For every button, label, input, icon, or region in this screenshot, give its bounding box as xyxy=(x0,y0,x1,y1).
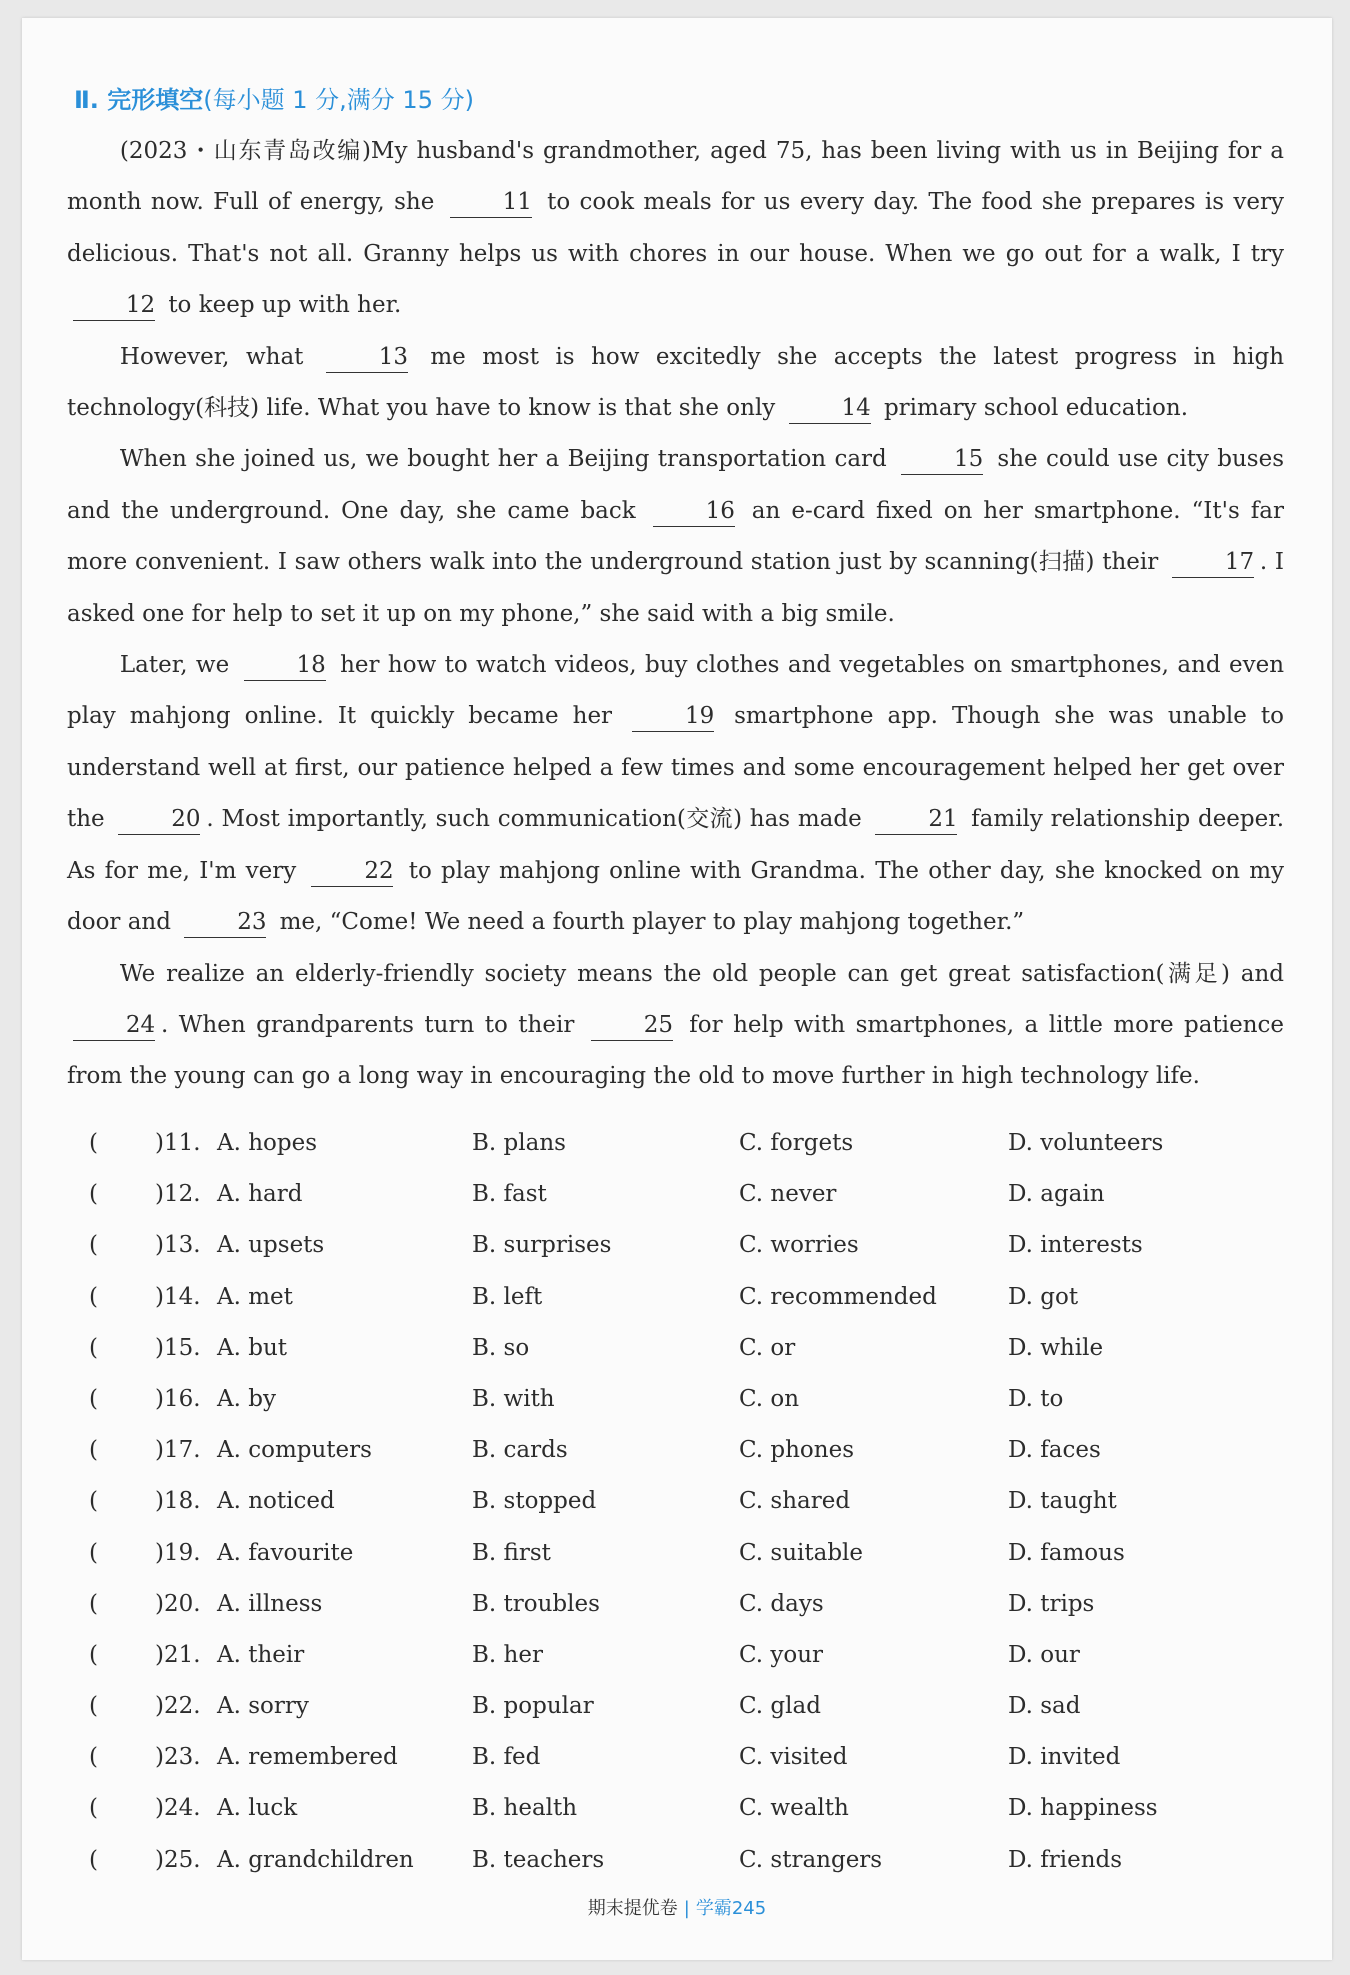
option-a: A. noticed xyxy=(217,1488,335,1515)
blank-25: 25 xyxy=(591,1010,673,1041)
answer-bracket: ( xyxy=(89,1488,98,1515)
blank-19: 19 xyxy=(632,701,714,732)
footer-separator: | xyxy=(683,1898,690,1919)
option-b: B. cards xyxy=(472,1437,568,1464)
option-b: B. left xyxy=(472,1283,543,1310)
option-a: A. hopes xyxy=(217,1130,318,1156)
option-a: A. grandchildren xyxy=(217,1846,414,1873)
question-number: )22. xyxy=(155,1693,201,1720)
passage-text: We realize an elderly-friendly society means the old people can get great satisfaction(满足) and xyxy=(119,960,1284,987)
blank-20: 20 xyxy=(118,804,200,835)
passage-text: me most is how excitedly she accepts the latest progress in high technology(科技) life. What you have to know is that she only xyxy=(67,343,1285,422)
passage-text: When she joined us, we bought her a Beijing transportation card xyxy=(119,446,887,473)
option-d: D. sad xyxy=(1008,1693,1081,1720)
option-c: C. shared xyxy=(739,1488,851,1515)
question-number: )15. xyxy=(155,1334,201,1361)
option-d: D. taught xyxy=(1008,1488,1117,1515)
option-b: B. plans xyxy=(472,1130,566,1156)
passage-text: an e-card fixed on her smartphone. “It's far more convenient. I saw others walk into the underground station just by scanning(扫描) their xyxy=(67,497,1284,576)
option-c: C. phones xyxy=(739,1437,855,1464)
option-c: C. recommended xyxy=(739,1283,937,1310)
blank-16: 16 xyxy=(653,496,735,527)
question-number: )23. xyxy=(155,1744,201,1771)
passage-text: . When grandparents turn to their xyxy=(161,1011,575,1038)
section-title: Ⅱ. 完形填空 xyxy=(74,86,204,114)
passage-text: . I asked one for help to set it up on my phone,” she said with a big smile. xyxy=(67,549,1285,627)
question-row xyxy=(67,1738,1307,1789)
option-b: B. so xyxy=(472,1334,530,1361)
section-heading xyxy=(74,80,474,115)
answer-bracket: ( xyxy=(89,1744,98,1771)
blank-22: 22 xyxy=(311,856,393,887)
question-row xyxy=(67,1636,1307,1687)
paragraph-2 xyxy=(67,332,1284,435)
book-title: 期末提优卷 xyxy=(587,1898,678,1919)
cloze-passage xyxy=(67,126,1284,1103)
worksheet-page xyxy=(22,18,1332,1960)
paragraph-3 xyxy=(67,434,1284,640)
answer-bracket: ( xyxy=(89,1232,98,1259)
question-number: )16. xyxy=(155,1385,201,1412)
option-a: A. luck xyxy=(217,1795,298,1822)
option-d: D. invited xyxy=(1008,1744,1121,1771)
passage-text: me, “Come! We need a fourth player to play mahjong together.” xyxy=(279,909,1025,936)
option-b: B. troubles xyxy=(472,1590,600,1617)
option-b: B. health xyxy=(472,1795,578,1822)
paragraph-4 xyxy=(67,640,1284,948)
option-d: D. trips xyxy=(1008,1590,1095,1617)
option-c: C. visited xyxy=(739,1744,848,1771)
answer-bracket: ( xyxy=(89,1846,98,1873)
option-b: B. fed xyxy=(472,1744,541,1771)
question-number: )21. xyxy=(155,1641,201,1668)
question-row xyxy=(67,1585,1307,1636)
option-d: D. famous xyxy=(1008,1539,1125,1566)
question-row xyxy=(67,1482,1307,1533)
blank-17: 17 xyxy=(1172,547,1254,578)
question-number: )14. xyxy=(155,1283,201,1310)
passage-text: to keep up with her. xyxy=(168,292,402,319)
brand-name: 学霸 xyxy=(695,1898,732,1919)
option-c: C. never xyxy=(739,1181,837,1208)
passage-text: Later, we xyxy=(119,652,230,679)
option-a: A. upsets xyxy=(217,1232,325,1259)
question-row xyxy=(67,1124,1307,1175)
page-footer xyxy=(22,1894,1332,1920)
answer-bracket: ( xyxy=(89,1795,98,1822)
question-number: )19. xyxy=(155,1539,201,1566)
option-a: A. their xyxy=(217,1641,305,1668)
question-row xyxy=(67,1226,1307,1277)
blank-21: 21 xyxy=(875,804,957,835)
option-b: B. teachers xyxy=(472,1846,605,1873)
option-c: C. suitable xyxy=(739,1539,864,1566)
answer-bracket: ( xyxy=(89,1385,98,1412)
blank-12: 12 xyxy=(73,290,155,321)
option-b: B. her xyxy=(472,1641,543,1668)
answer-options-list xyxy=(67,1124,1307,1892)
passage-text: she could use city buses and the underground. One day, she came back xyxy=(67,446,1285,524)
passage-text: smartphone app. Though she was unable to understand well at first, our patience helped a few times and some encouragement helped her get over the xyxy=(67,703,1285,833)
option-d: D. to xyxy=(1008,1385,1064,1412)
question-number: )24. xyxy=(155,1795,201,1822)
passage-text: family relationship deeper. As for me, I'm very xyxy=(67,806,1285,884)
passage-text: her how to watch videos, buy clothes and vegetables on smartphones, and even play mahjong online. It quickly became her xyxy=(67,652,1285,730)
blank-11: 11 xyxy=(450,187,532,218)
question-number: )18. xyxy=(155,1488,201,1515)
question-row xyxy=(67,1534,1307,1585)
option-a: A. computers xyxy=(217,1437,372,1464)
passage-text: to play mahjong online with Grandma. The other day, she knocked on my door and xyxy=(67,857,1284,936)
passage-text: . Most importantly, such communication(交流) has made xyxy=(206,806,862,833)
option-b: B. fast xyxy=(472,1181,547,1208)
passage-text: (2023・山东青岛改编)My husband's grandmother, aged 75, has been living with us in Beijing for a month now. Full of energy, she xyxy=(67,138,1284,216)
option-c: C. or xyxy=(739,1334,796,1361)
question-row xyxy=(67,1380,1307,1431)
question-number: )25. xyxy=(155,1846,201,1873)
question-number: )12. xyxy=(155,1181,201,1208)
option-a: A. favourite xyxy=(217,1539,354,1566)
option-c: C. your xyxy=(739,1641,824,1668)
paragraph-5 xyxy=(67,949,1284,1103)
answer-bracket: ( xyxy=(89,1539,98,1566)
option-d: D. volunteers xyxy=(1008,1130,1164,1156)
option-b: B. with xyxy=(472,1385,555,1412)
question-number: )17. xyxy=(155,1437,201,1464)
option-d: D. while xyxy=(1008,1334,1104,1361)
option-c: C. on xyxy=(739,1385,800,1412)
question-row xyxy=(67,1841,1307,1892)
option-c: C. strangers xyxy=(739,1846,883,1873)
answer-bracket: ( xyxy=(89,1334,98,1361)
answer-bracket: ( xyxy=(89,1283,98,1310)
option-a: A. by xyxy=(217,1385,276,1412)
question-row xyxy=(67,1789,1307,1840)
option-d: D. happiness xyxy=(1008,1795,1158,1822)
option-d: D. our xyxy=(1008,1641,1080,1668)
passage-text: for help with smartphones, a little more patience from the young can go a long way in encouraging the old to move further in high technology life. xyxy=(67,1011,1285,1090)
option-b: B. surprises xyxy=(472,1232,612,1259)
option-a: A. sorry xyxy=(217,1693,309,1720)
blank-18: 18 xyxy=(244,650,326,681)
blank-23: 23 xyxy=(184,907,266,938)
answer-bracket: ( xyxy=(89,1130,98,1156)
blank-15: 15 xyxy=(901,444,983,475)
blank-14: 14 xyxy=(789,393,871,424)
blank-13: 13 xyxy=(326,342,408,373)
question-row xyxy=(67,1175,1307,1226)
blank-24: 24 xyxy=(73,1010,155,1041)
option-c: C. glad xyxy=(739,1693,821,1720)
answer-bracket: ( xyxy=(89,1693,98,1720)
passage-text: to cook meals for us every day. The food she prepares is very delicious. That's not all. Granny helps us with chores in our house. When we go out for a walk, I try xyxy=(67,189,1285,267)
answer-bracket: ( xyxy=(89,1590,98,1617)
option-a: A. hard xyxy=(217,1181,303,1208)
paragraph-1 xyxy=(67,126,1284,332)
section-scoring-note: (每小题 1 分,满分 15 分) xyxy=(203,86,474,114)
option-c: C. days xyxy=(739,1590,824,1617)
answer-bracket: ( xyxy=(89,1437,98,1464)
option-c: C. forgets xyxy=(739,1130,854,1156)
option-a: A. met xyxy=(217,1283,293,1310)
option-b: B. stopped xyxy=(472,1488,597,1515)
question-number: )20. xyxy=(155,1590,201,1617)
answer-bracket: ( xyxy=(89,1641,98,1668)
answer-bracket: ( xyxy=(89,1181,98,1208)
question-row xyxy=(67,1431,1307,1482)
question-row xyxy=(67,1687,1307,1738)
option-b: B. popular xyxy=(472,1693,594,1720)
question-row xyxy=(67,1278,1307,1329)
option-d: D. got xyxy=(1008,1283,1079,1310)
option-d: D. faces xyxy=(1008,1437,1101,1464)
passage-text: primary school education. xyxy=(883,395,1189,422)
page-number: 245 xyxy=(731,1898,767,1919)
option-a: A. illness xyxy=(217,1590,323,1617)
option-a: A. but xyxy=(217,1334,288,1361)
option-a: A. remembered xyxy=(217,1744,398,1771)
option-c: C. worries xyxy=(739,1232,859,1259)
option-d: D. interests xyxy=(1008,1232,1143,1259)
option-d: D. friends xyxy=(1008,1846,1123,1873)
option-d: D. again xyxy=(1008,1181,1105,1208)
question-row xyxy=(67,1329,1307,1380)
option-b: B. first xyxy=(472,1539,551,1566)
question-number: )13. xyxy=(155,1232,201,1259)
question-number: )11. xyxy=(155,1130,201,1156)
option-c: C. wealth xyxy=(739,1795,849,1822)
passage-text: However, what xyxy=(119,343,304,370)
